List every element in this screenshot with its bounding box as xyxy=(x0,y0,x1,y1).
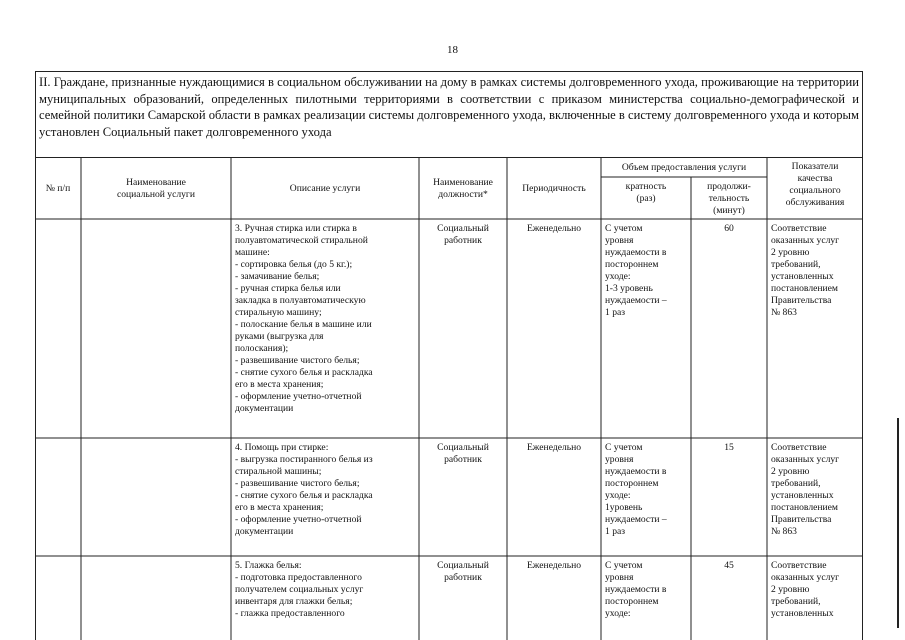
row1-multiplicity: С учетом уровня нуждаемости в постороннем уходе: 1-3 уровень нуждаемости – 1 раз xyxy=(605,223,667,318)
row1-quality: Соответствие оказанных услуг 2 уровню требований, установленных постановлением Правительства № 863 xyxy=(771,223,840,318)
row1-duration: 60 xyxy=(724,223,734,234)
header-volume-group: Объем предоставления услуги xyxy=(621,162,747,173)
header-multiplicity: кратность (раз) xyxy=(625,181,667,204)
row3-multiplicity: С учетом уровня нуждаемости в постороннем уходе: xyxy=(605,560,667,619)
row3-periodicity: Еженедельно xyxy=(526,560,582,571)
row1-position: Социальный работник xyxy=(437,223,489,246)
scan-margin-line xyxy=(897,418,899,628)
section-heading: II. Граждане, признанные нуждающимися в социальном обслуживании на дому в рамках системы долговременного ухода, проживающие на территории муниципальных образований, определенных пилотными территориями в соответствии с приказом министерства социально-демографической и семейной политики Самарской области в рамках реализации системы долговременного ухода, включенные в систему долговременного ухода и которым установлен Социальный пакет долговременного ухода xyxy=(35,71,863,157)
row3-duration: 45 xyxy=(724,560,734,571)
row2-duration: 15 xyxy=(724,442,734,453)
header-service-name: Наименование социальной услуги xyxy=(116,177,195,200)
header-num: № п/п xyxy=(45,183,71,194)
page-number: 18 xyxy=(447,44,458,56)
row2-position: Социальный работник xyxy=(437,442,489,465)
header-duration: продолжи- тельность (минут) xyxy=(707,181,751,216)
header-description: Описание услуги xyxy=(289,183,361,194)
row3-quality: Соответствие оказанных услуг 2 уровню требований, установленных xyxy=(771,560,840,619)
row2-description: 4. Помощь при стирке: - выгрузка постиранного белья из стиральной машины; - развешивание чистого белья; - снятие сухого белья и раскладка его в места хранения; - оформление учетно-отчетной документации xyxy=(235,442,373,537)
header-quality: Показатели качества социального обслуживания xyxy=(785,161,845,208)
header-periodicity: Периодичность xyxy=(522,183,586,194)
row3-description: 5. Глажка белья: - подготовка предоставленного получателем социальных услуг инвентаря для глажки белья; - глажка предоставленного xyxy=(235,560,364,619)
row1-description: 3. Ручная стирка или стирка в полуавтоматической стиральной машине: - сортировка белья (до 5 кг.); - замачивание белья; - ручная стирка белья или закладка в полуавтоматическую стиральную машину; - полоскание белья в машине или руками (выгрузка для полоскания); - развешивание чистого белья; - снятие сухого белья и раскладка его в места хранения; - оформление учетно-отчетной документации xyxy=(235,223,373,414)
row3-position: Социальный работник xyxy=(437,560,489,583)
services-table xyxy=(35,157,863,640)
row2-multiplicity: С учетом уровня нуждаемости в постороннем уходе: 1уровень нуждаемости – 1 раз xyxy=(605,442,667,537)
row1-periodicity: Еженедельно xyxy=(526,223,582,234)
row2-periodicity: Еженедельно xyxy=(526,442,582,453)
header-position: Наименование должности* xyxy=(433,177,493,200)
row2-quality: Соответствие оказанных услуг 2 уровню требований, установленных постановлением Правительства № 863 xyxy=(771,442,840,537)
